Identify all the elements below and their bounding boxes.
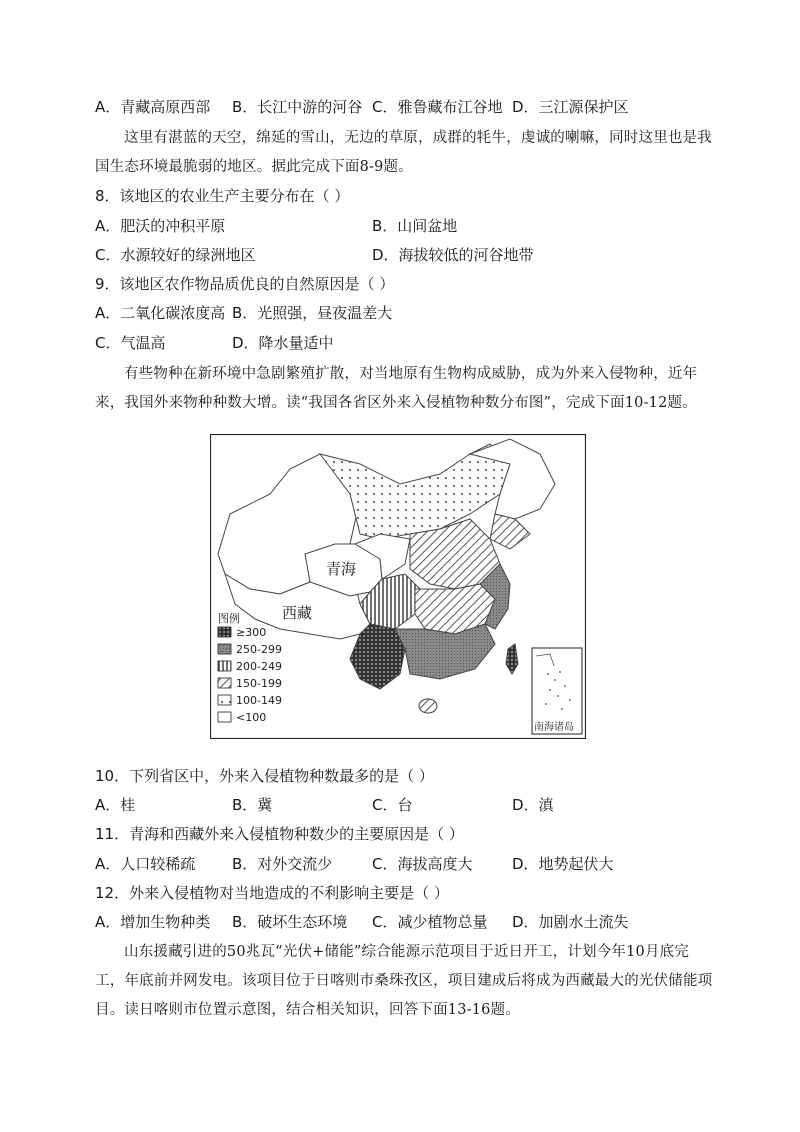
legend-label-100: 100-149 bbox=[236, 694, 282, 707]
invasive-plants-map bbox=[210, 434, 586, 739]
legend-swatch-lt100 bbox=[218, 712, 231, 722]
region-hainan bbox=[419, 699, 437, 713]
q10-option-b: B．冀 bbox=[232, 796, 273, 814]
q10-option-c: C．台 bbox=[372, 796, 413, 814]
q12-option-d: D．加剧水土流失 bbox=[512, 913, 629, 931]
legend-swatch-150 bbox=[218, 678, 231, 688]
q8-option-a: A．肥沃的冲积平原 bbox=[95, 217, 226, 235]
legend-label-lt100: <100 bbox=[236, 711, 267, 724]
q11-option-a: A．人口较稀疏 bbox=[95, 855, 196, 873]
label-qinghai: 青海 bbox=[326, 560, 357, 578]
q9-option-d: D．降水量适中 bbox=[232, 334, 334, 352]
q9-option-b: B．光照强，昼夜温差大 bbox=[232, 304, 393, 322]
q8-option-b: B．山间盆地 bbox=[372, 217, 458, 235]
legend-swatch-300 bbox=[218, 627, 231, 637]
q7-option-d: D．三江源保护区 bbox=[512, 98, 629, 116]
q10-option-a: A．桂 bbox=[95, 796, 136, 814]
legend-label-150: 150-199 bbox=[236, 677, 282, 690]
q12-option-a: A．增加生物种类 bbox=[95, 913, 211, 931]
legend-swatch-200 bbox=[218, 661, 231, 671]
inset-label: 南海诸岛 bbox=[534, 722, 574, 733]
legend-label-250: 250-299 bbox=[236, 643, 282, 656]
q12-option-b: B．破坏生态环境 bbox=[232, 913, 348, 931]
passage-invasive: 有些物种在新环境中急剧繁殖扩散，对当地原有生物构成威胁，成为外来入侵物种，近年来，我国外来物种种数大增。读“我国各省区外来入侵植物种数分布图”，完成下面10-12题。 bbox=[95, 366, 698, 411]
q7-option-a: A．青藏高原西部 bbox=[95, 98, 211, 116]
passage-solar: 山东援藏引进的50兆瓦“光伏+储能”综合能源示范项目于近日开工，计划今年10月底完工，年底前并网发电。该项目位于日喀则市桑珠孜区，项目建成后将成为西藏最大的光伏储能项目。读日喀则市位置示意图，结合相关知识，回答下面13-16题。 bbox=[95, 944, 713, 1018]
q7-option-b: B．长江中游的河谷 bbox=[232, 98, 363, 116]
q10-option-d: D．滇 bbox=[512, 796, 554, 814]
legend-swatch-100 bbox=[218, 695, 231, 705]
q11-option-b: B．对外交流少 bbox=[232, 855, 333, 873]
passage-tibet: 这里有湛蓝的天空，绵延的雪山，无边的草原，成群的牦牛，虔诚的喇嘛，同时这里也是我国生态环境最脆弱的地区。据此完成下面8-9题。 bbox=[95, 130, 712, 175]
legend-title: 图例 bbox=[218, 612, 240, 625]
q9-option-c: C．气温高 bbox=[95, 334, 166, 352]
q8-option-d: D．海拔较低的河谷地带 bbox=[372, 246, 534, 264]
q9-stem: 9．该地区农作物品质优良的自然原因是（ ） bbox=[95, 275, 395, 293]
q8-option-c: C．水源较好的绿洲地区 bbox=[95, 246, 256, 264]
q7-option-c: C．雅鲁藏布江谷地 bbox=[372, 98, 503, 116]
q9-option-a: A．二氧化碳浓度高 bbox=[95, 304, 226, 322]
q12-stem: 12．外来入侵植物对当地造成的不利影响主要是（ ） bbox=[95, 884, 449, 902]
q10-stem: 10．下列省区中，外来入侵植物种数最多的是（ ） bbox=[95, 767, 434, 785]
q8-stem: 8．该地区的农业生产主要分布在（ ） bbox=[95, 187, 350, 205]
legend-swatch-250 bbox=[218, 644, 231, 654]
q12-option-c: C．减少植物总量 bbox=[372, 913, 488, 931]
legend-label-300: ≥300 bbox=[236, 626, 267, 639]
q11-option-c: C．海拔高度大 bbox=[372, 855, 473, 873]
q11-stem: 11．青海和西藏外来入侵植物种数少的主要原因是（ ） bbox=[95, 825, 464, 843]
label-xizang: 西藏 bbox=[282, 604, 313, 622]
legend-label-200: 200-249 bbox=[236, 660, 282, 673]
q11-option-d: D．地势起伏大 bbox=[512, 855, 614, 873]
